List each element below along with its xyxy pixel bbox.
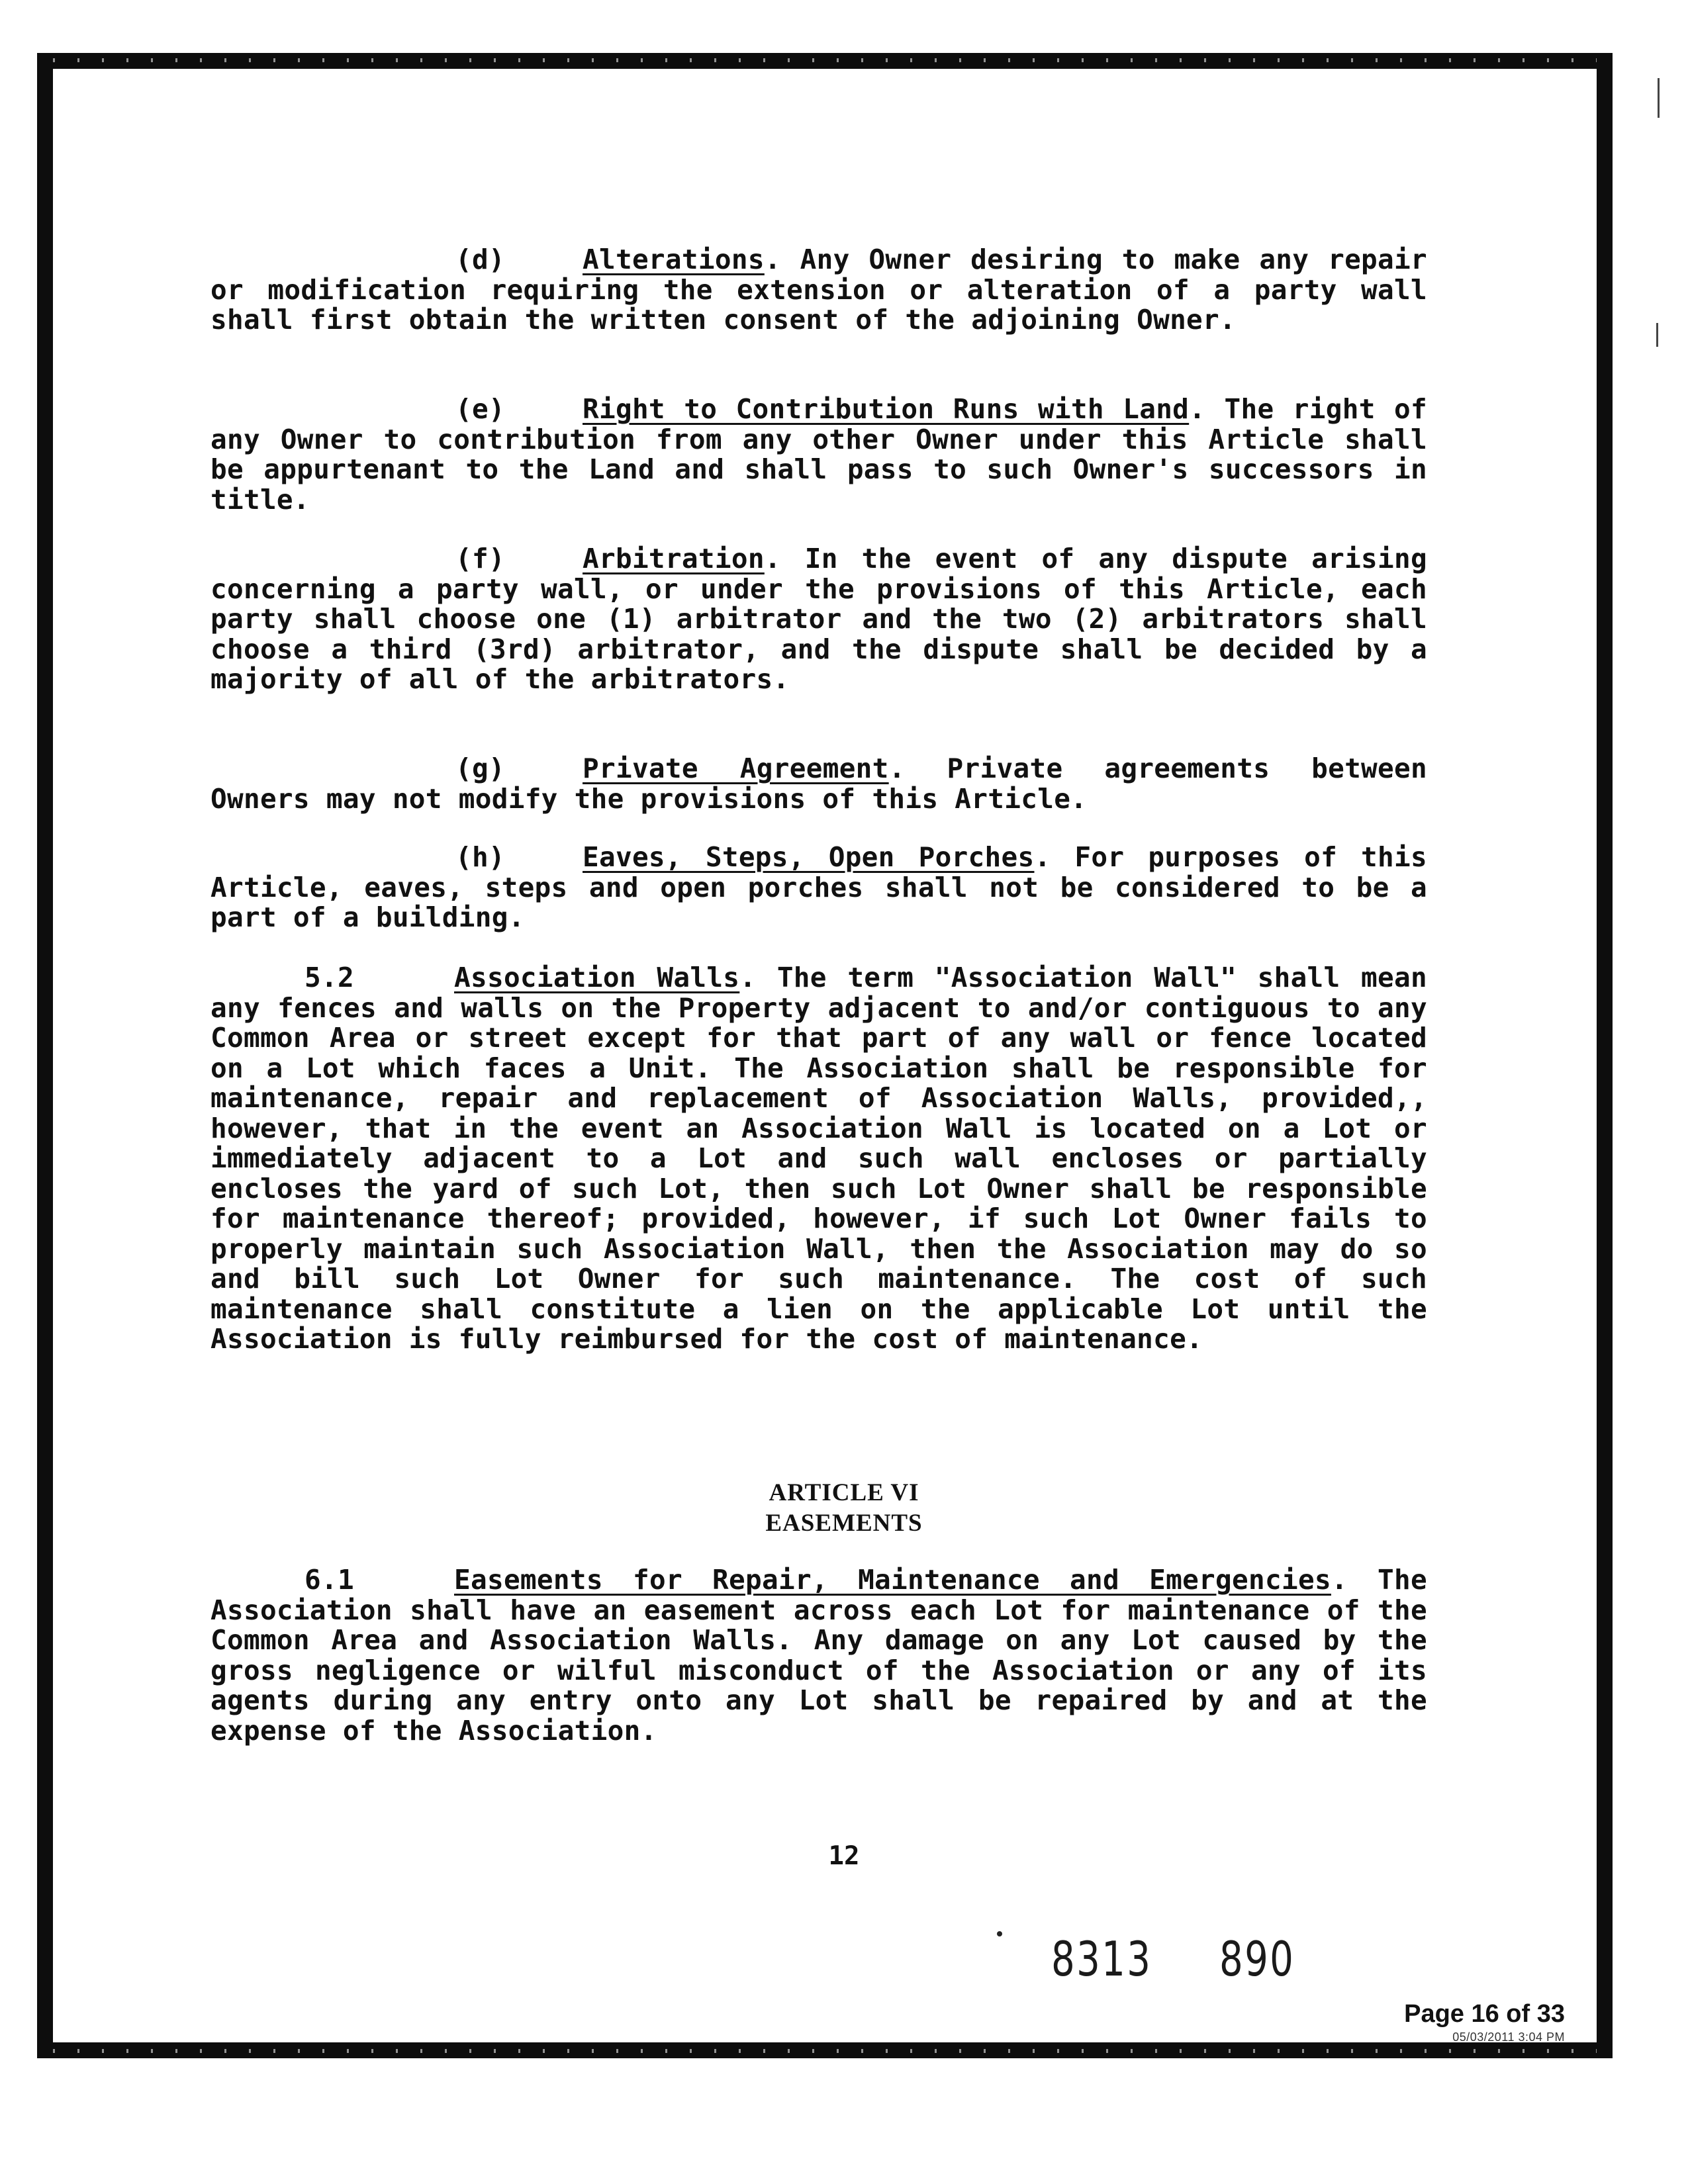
- scan-noise-bottom: [53, 2049, 1597, 2053]
- paragraph-6-1: [211, 1565, 1427, 1746]
- margin-mark: [1656, 323, 1658, 347]
- paragraph-h: [211, 842, 1427, 933]
- section-text: . For purposes of this Article, eaves, steps and open porches shall not be considered to be a part of a building.: [211, 841, 1427, 933]
- paragraph-f: [211, 544, 1427, 695]
- section-label: (f): [455, 543, 505, 574]
- section-text: . Private agreements between Owners may not modify the provisions of this Article.: [211, 752, 1427, 815]
- section-number: 5.2: [305, 962, 354, 993]
- section-text: . The right of any Owner to contribution from any other Owner under this Article shall be appurtenant to the Land and shall pass to such Owner's successors in title.: [211, 393, 1427, 516]
- section-heading: Easements for Repair, Maintenance and Emergencies: [454, 1564, 1331, 1596]
- section-text: . In the event of any dispute arising concerning a party wall, or under the provisions of this Article, each party shall choose one (1) arbitrator and the two (2) arbitrators shall choose a third (3rd) arbitrator, and the dispute shall be decided by a majority of all of the arbitrators.: [211, 543, 1427, 695]
- section-number: 6.1: [305, 1564, 354, 1596]
- article-title: ARTICLE VI: [769, 1479, 919, 1506]
- section-label: (g): [455, 752, 505, 784]
- paragraph-e: [211, 394, 1427, 515]
- paragraph-d: [211, 245, 1427, 336]
- section-label: (e): [455, 393, 505, 425]
- section-label: (h): [455, 841, 505, 873]
- paragraph-5-2: [211, 963, 1427, 1355]
- page-number: 12: [828, 1841, 860, 1871]
- recording-page-number: 890: [1219, 1931, 1295, 1987]
- section-heading: Private Agreement: [583, 752, 889, 784]
- page-of-count: Page 16 of 33: [1404, 2000, 1565, 2028]
- section-heading: Right to Contribution Runs with Land: [583, 393, 1190, 425]
- section-text: . The Association shall have an easement across each Lot for maintenance of the Common Area and Association Walls. Any damage on any Lot caused by the gross negligence or wilful misconduct of the Association or any of its agents during any entry onto any Lot shall be repaired by and at the expense of the Association.: [211, 1564, 1427, 1747]
- print-timestamp: 05/03/2011 3:04 PM: [1452, 2030, 1565, 2044]
- section-heading: Association Walls: [454, 962, 740, 993]
- paragraph-g: [211, 754, 1427, 814]
- stamp-dot: [997, 1931, 1002, 1936]
- recording-book-number: 8313: [1051, 1931, 1152, 1987]
- section-heading: Arbitration: [583, 543, 765, 574]
- section-label: (d): [455, 244, 505, 275]
- section-text: . The term "Association Wall" shall mean any fences and walls on the Property adjacent to and/or contiguous to any Common Area or street except for that part of any wall or fence located on a Lot which faces a Unit. The Association shall be responsible for maintenance, repair and replacement of Association Walls, provided,, however, that in the event an Association Wall is located on a Lot or immediately adjacent to a Lot and such wall encloses or partially encloses the yard of such Lot, then such Lot Owner shall be responsible for maintenance thereof; provided, however, if such Lot Owner fails to properly maintain such Association Wall, then the Association may do so and bill such Lot Owner for such maintenance. The cost of such maintenance shall constitute a lien on the applicable Lot until the Association is fully reimbursed for the cost of maintenance.: [211, 962, 1427, 1355]
- margin-mark: [1658, 78, 1660, 118]
- section-heading: Alterations: [583, 244, 765, 275]
- section-heading: Eaves, Steps, Open Porches: [583, 841, 1035, 873]
- scan-noise-top: [53, 58, 1597, 62]
- article-subtitle: EASEMENTS: [765, 1510, 923, 1537]
- section-text: . Any Owner desiring to make any repair or modification requiring the extension or alteration of a party wall shall first obtain the written consent of the adjoining Owner.: [211, 244, 1427, 336]
